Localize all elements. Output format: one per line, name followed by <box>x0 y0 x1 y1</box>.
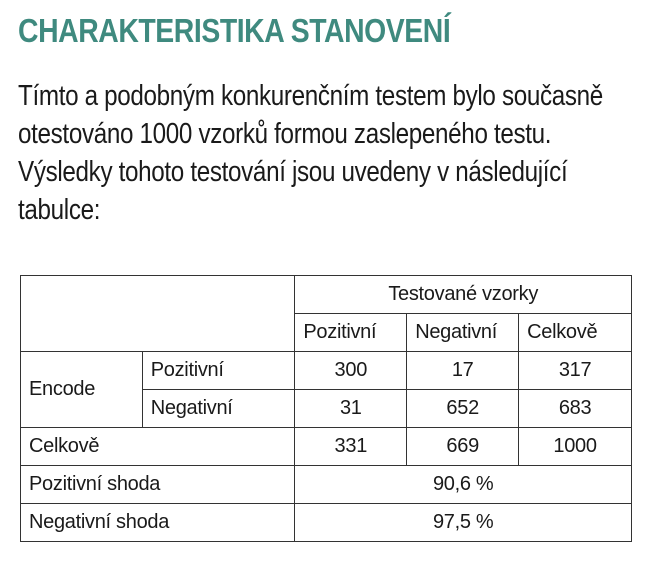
row-label-negative: Negativní <box>142 390 295 428</box>
col-header-total: Celkově <box>519 314 632 352</box>
table-cell: 1000 <box>519 428 632 466</box>
table-row <box>21 352 632 390</box>
row-group-label: Encode <box>21 352 143 428</box>
negative-agreement-value: 97,5 % <box>295 504 632 542</box>
group-header-cell: Testované vzorky <box>295 276 632 314</box>
results-table <box>20 275 632 542</box>
table-cell: 300 <box>295 352 407 390</box>
negative-agreement-label: Negativní shoda <box>21 504 295 542</box>
positive-agreement-value: 90,6 % <box>295 466 632 504</box>
positive-agreement-row <box>21 466 632 504</box>
table-cell: 317 <box>519 352 632 390</box>
total-row <box>21 428 632 466</box>
intro-paragraph: Tímto a podobným konkurenčním testem bylo současně otestováno 1000 vzorků formou zaslepeného testu. Výsledky tohoto testování jsou uvedeny v následující tabulce: <box>18 80 603 226</box>
col-header-negative: Negativní <box>407 314 519 352</box>
table-cell: 652 <box>407 390 519 428</box>
section-heading: CHARAKTERISTIKA STANOVENÍ <box>18 12 451 49</box>
table-cell: 17 <box>407 352 519 390</box>
row-label-positive: Pozitivní <box>142 352 295 390</box>
table-cell: 331 <box>295 428 407 466</box>
table-cell: 683 <box>519 390 632 428</box>
table-cell: 669 <box>407 428 519 466</box>
col-header-positive: Pozitivní <box>295 314 407 352</box>
negative-agreement-row <box>21 504 632 542</box>
table-corner-cell <box>21 276 295 352</box>
table-header-row <box>21 276 632 314</box>
table-cell: 31 <box>295 390 407 428</box>
positive-agreement-label: Pozitivní shoda <box>21 466 295 504</box>
row-label-total: Celkově <box>21 428 295 466</box>
